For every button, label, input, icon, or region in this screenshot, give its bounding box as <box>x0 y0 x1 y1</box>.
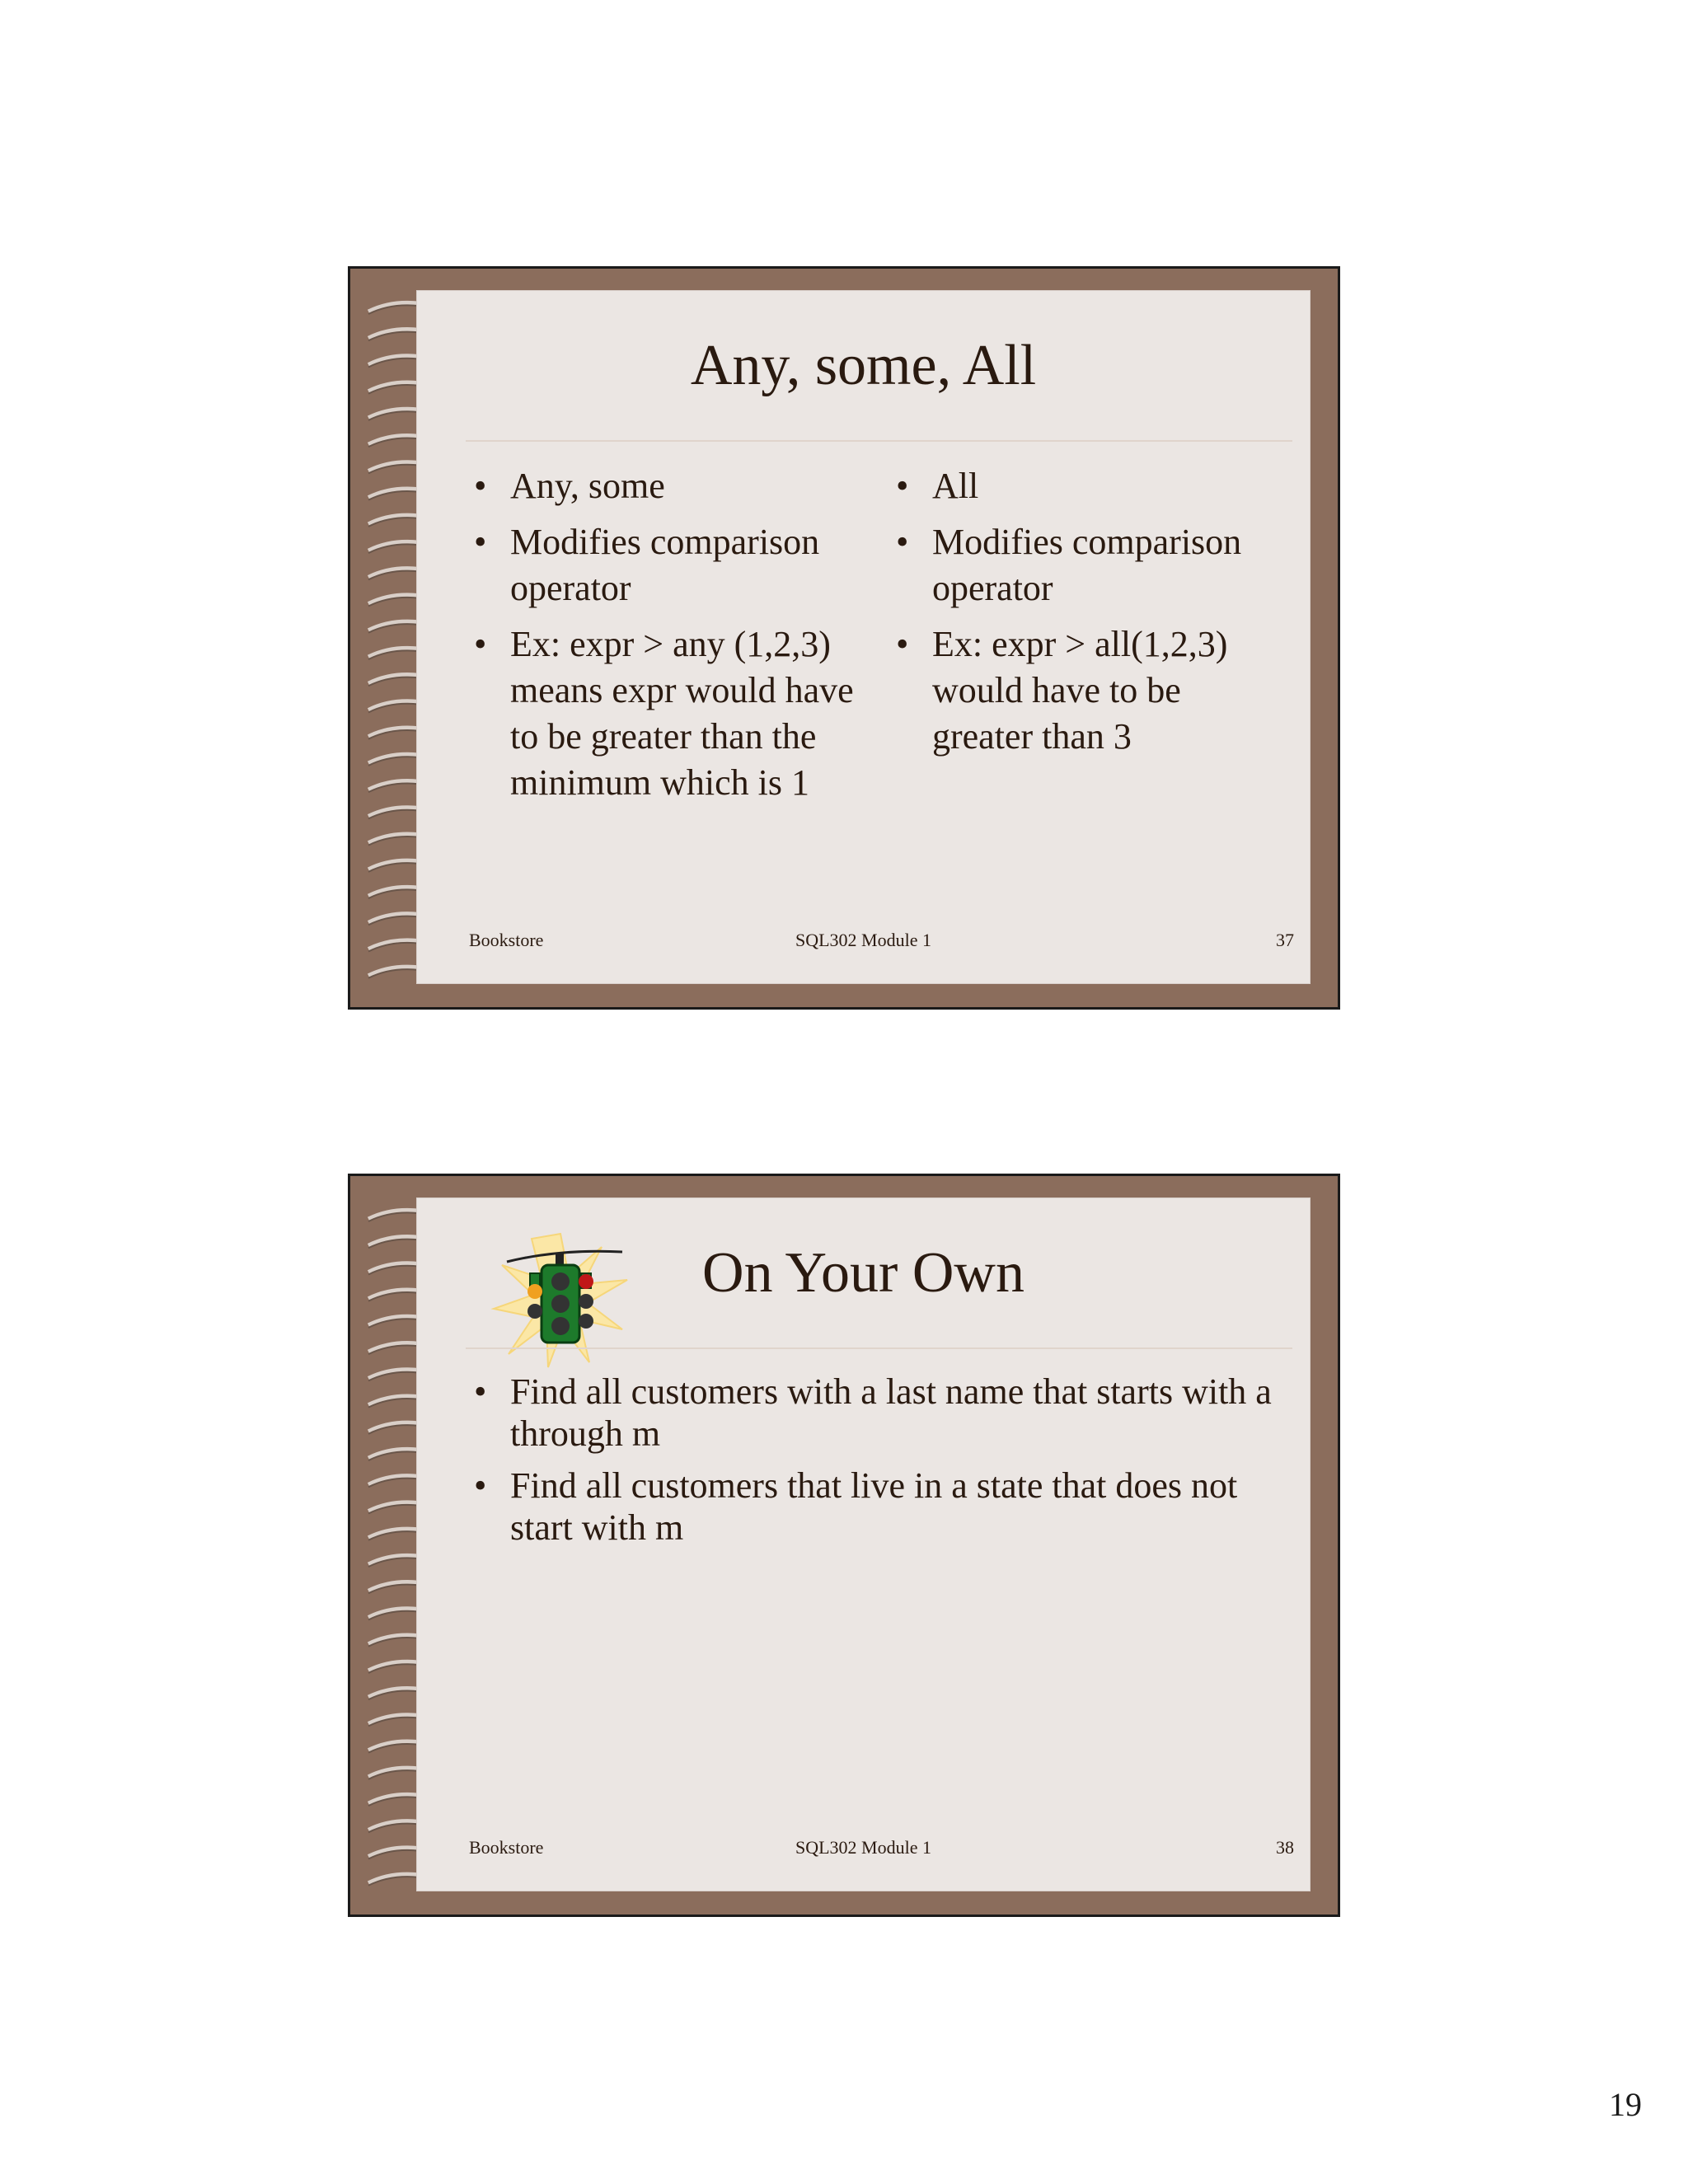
list-item: • Modifies comparison operator <box>889 519 1277 612</box>
list-item: • All <box>889 463 1277 509</box>
list-item: • Modifies comparison operator <box>467 519 855 612</box>
list-item: • Find all customers with a last name that starts with a through m <box>474 1371 1272 1454</box>
bullet-icon: • <box>896 624 909 664</box>
slide-paper <box>416 290 1311 984</box>
bullet-list-right <box>889 463 1277 770</box>
list-item: • Ex: expr > any (1,2,3) means expr would have to be greater than the minimum which is 1 <box>467 621 855 806</box>
slide-title: Any, some, All <box>690 334 1037 397</box>
slide-title: On Your Own <box>702 1241 1025 1305</box>
footer-center: SQL302 Module 1 <box>795 930 931 950</box>
list-item: • Any, some <box>467 463 855 509</box>
footer-left: Bookstore <box>469 1837 544 1858</box>
slide-number: 38 <box>1276 1837 1294 1858</box>
bullet-icon: • <box>474 466 487 506</box>
footer-center: SQL302 Module 1 <box>795 1837 931 1858</box>
title-divider <box>466 440 1292 442</box>
bullet-icon: • <box>474 624 487 664</box>
list-item: • Ex: expr > all(1,2,3) would have to be greater than 3 <box>889 621 1277 760</box>
bullet-icon: • <box>896 466 909 506</box>
slide-38 <box>348 1174 1340 1917</box>
bullet-icon: • <box>474 1465 487 1506</box>
page-number: 19 <box>1609 2086 1642 2123</box>
footer-left: Bookstore <box>469 930 544 950</box>
slide-number: 37 <box>1276 930 1294 950</box>
slide-37 <box>348 266 1340 1010</box>
bullet-icon: • <box>896 522 909 562</box>
bullet-list <box>467 1371 1275 1558</box>
bullet-icon: • <box>474 522 487 562</box>
slide-paper <box>416 1197 1311 1891</box>
bullet-list-left <box>467 463 855 816</box>
bullet-icon: • <box>474 1371 487 1412</box>
title-divider <box>466 1347 1292 1349</box>
list-item: • Find all customers that live in a state that does not start with m <box>474 1465 1238 1548</box>
